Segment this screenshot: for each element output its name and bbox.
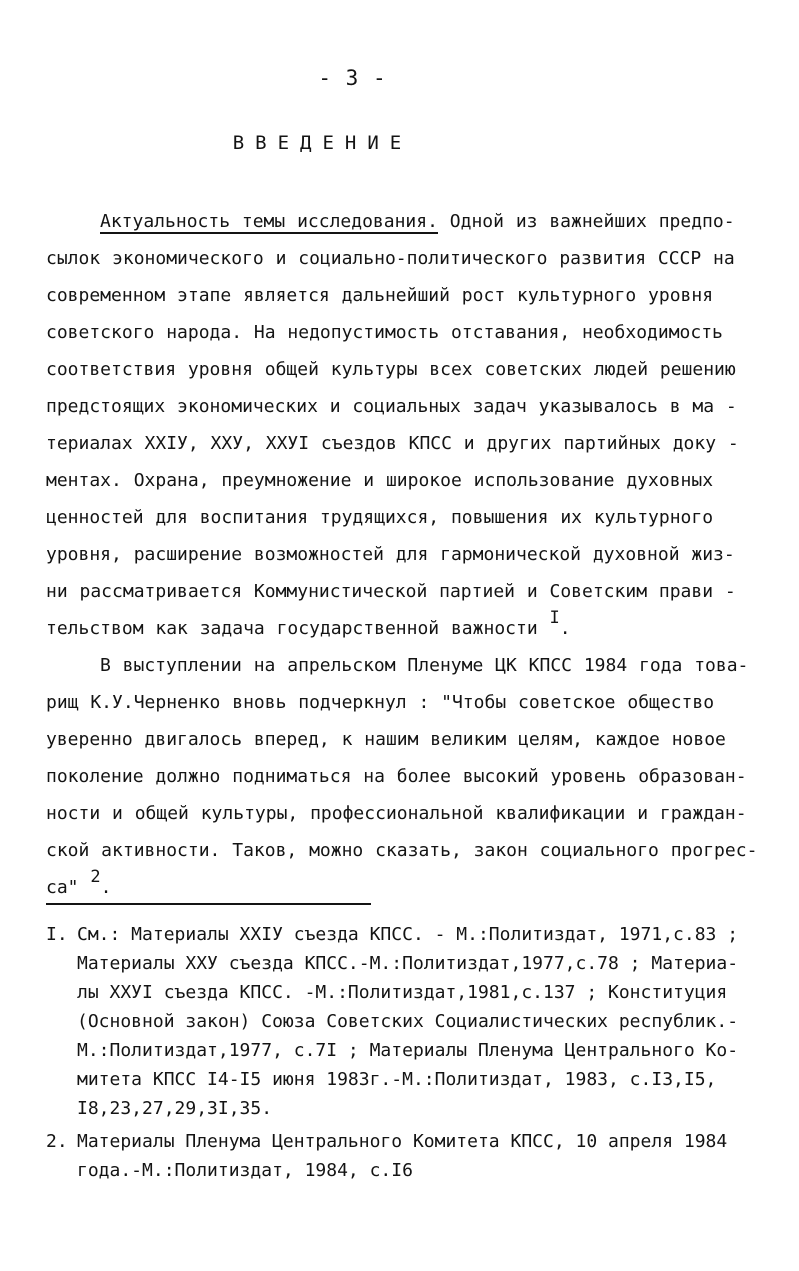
footnote-line: См.: Материалы XXIУ съезда КПСС. - М.:Политиздат, 1971,с.83 ; (77, 924, 739, 945)
paragraph-1-line: ментах. Охрана, преумножение и широкое использование духовных (46, 470, 714, 491)
paragraph-2-line: поколение должно подниматься на более высокий уровень образован- (46, 766, 747, 787)
footnote-1 (46, 920, 781, 1123)
footnote-body (77, 1127, 727, 1185)
footnote-number: I. (46, 924, 68, 945)
footnote-line: лы XXУI съезда КПСС. -М.:Политиздат,1981,с.137 ; Конституция (77, 982, 728, 1003)
paragraph-1-line: сылок экономического и социально-политического развития СССР на (46, 248, 735, 269)
footnote-line: митета КПСС I4-I5 июня 1983г.-М.:Политиздат, 1983, с.I3,I5, (77, 1069, 717, 1090)
footnote-2 (46, 1127, 781, 1185)
footnotes (46, 920, 781, 1189)
paragraph-1-line: современном этапе является дальнейший рост культурного уровня (46, 285, 714, 306)
section-lead-underlined: Актуальность темы исследования. (100, 211, 438, 232)
paragraph-2-line: В выступлении на апрельском Пленуме ЦК КПСС 1984 года това- (100, 655, 749, 676)
paragraph-1-line: предстоящих экономических и социальных задач указывалось в ма - (46, 396, 737, 417)
paragraph-2-last-line (46, 869, 781, 906)
paragraph-2-line: ской активности. Таков, можно сказать, закон социального прогрес- (46, 840, 758, 861)
page-number: - 3 - (318, 66, 387, 90)
paragraph-1-line-rest: Одной из важнейших предпо- (449, 211, 735, 232)
paragraph-1-line: уровня, расширение возможностей для гармонической духовной жиз- (46, 544, 735, 565)
footnote-body (77, 920, 738, 1123)
paragraph-1-last-text: тельством как задача государственной важности (46, 618, 538, 639)
paragraph-2-line: ности и общей культуры, профессиональной квалификации и граждан- (46, 803, 747, 824)
paragraph-1-line: ни рассматривается Коммунистической партией и Советским прави - (46, 581, 736, 602)
paragraph-1-line: териалах XXIУ, XXУ, XXУI съездов КПСС и других партийных доку - (46, 433, 739, 454)
body-text (46, 203, 781, 906)
paragraph-1-last-line (46, 610, 781, 647)
footnote-ref-2[interactable]: 2 (90, 867, 101, 887)
paragraph-2-line: рищ К.У.Черненко вновь подчеркнул : "Чтобы советское общество (46, 692, 715, 713)
footnote-line: М.:Политиздат,1977, с.7I ; Материалы Пленума Центрального Ко- (77, 1040, 739, 1061)
paragraph-2-line: уверенно двигалось вперед, к нашим великим целям, каждое новое (46, 729, 726, 750)
paragraph-2-last-text: са" (46, 877, 79, 898)
footnote-divider (46, 903, 371, 905)
footnote-line: (Основной закон) Союза Советских Социалистических республик.- (77, 1011, 739, 1032)
paragraph-2-end: . (100, 877, 112, 898)
paragraph-1-line: ценностей для воспитания трудящихся, повышения их культурного (46, 507, 714, 528)
paragraph-1-line: соответствия уровня общей культуры всех советских людей решению (46, 359, 736, 380)
footnote-line: I8,23,27,29,3I,35. (77, 1098, 273, 1119)
paragraph-1-line: советского народа. На недопустимость отставания, необходимость (46, 322, 723, 343)
footnote-line: Материалы XXУ съезда КПСС.-М.:Политиздат,1977,с.78 ; Материа- (77, 953, 739, 974)
paragraph-1-end: . (559, 618, 571, 639)
footnote-line: года.-М.:Политиздат, 1984, с.I6 (77, 1160, 413, 1181)
page-title: ВВЕДЕНИЕ (232, 132, 413, 154)
paragraph-1-line (46, 203, 781, 240)
footnote-line: Материалы Пленума Центрального Комитета КПСС, 10 апреля 1984 (77, 1131, 728, 1152)
footnote-ref-1[interactable]: I (549, 608, 560, 628)
footnote-number: 2. (46, 1131, 68, 1152)
